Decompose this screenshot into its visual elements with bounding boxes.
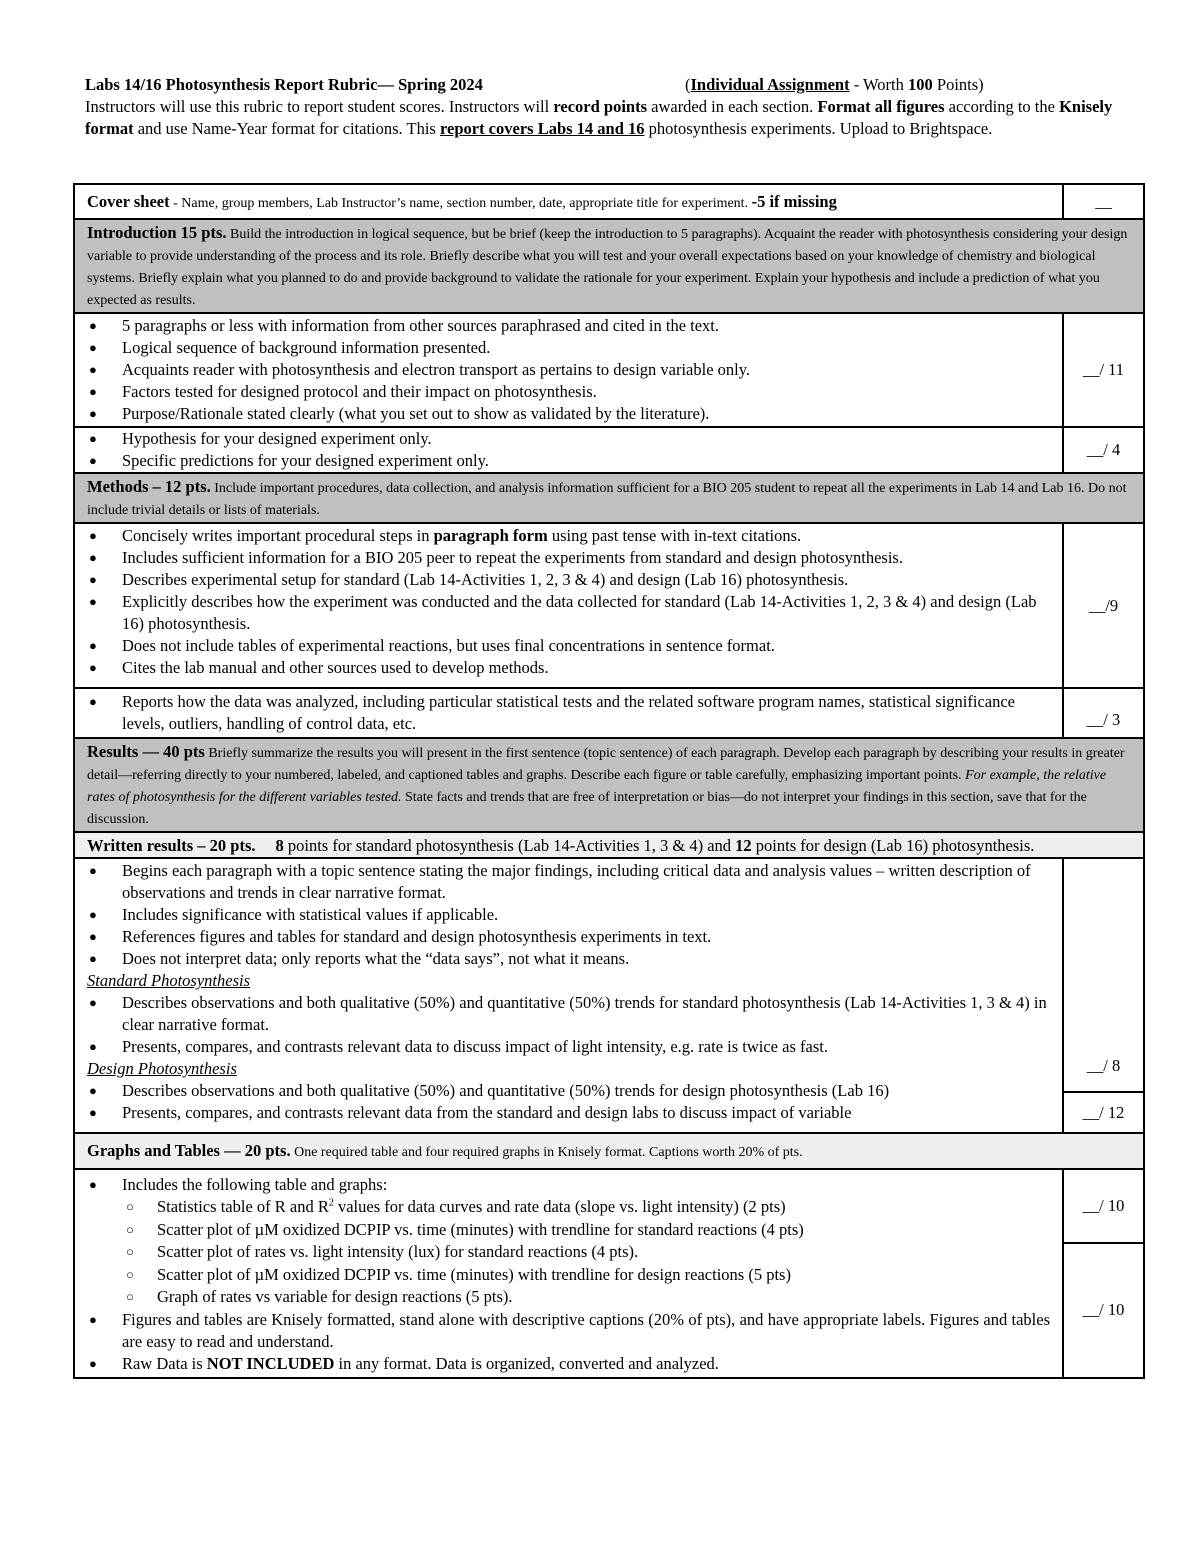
methods-description: Include important procedures, data collection, and analysis information sufficient for a BIO 205 student to repeat all the experiments in Lab 14 and Lab 16. Do not include trivial details or lists of materials. (87, 481, 1127, 518)
graphs-items-row (74, 1169, 1144, 1243)
design-heading: Design Photosynthesis (87, 1059, 237, 1078)
written-score-design[interactable]: __/ 12 (1063, 1092, 1144, 1133)
list-item: ● Presents, compares, and contrasts relevant data to discuss impact of light intensity, e.g. rate is twice as fast. (87, 1036, 1050, 1058)
graphs-score-a[interactable]: __/ 10 (1063, 1169, 1144, 1243)
list-item: ○ Scatter plot of µM oxidized DCPIP vs. time (minutes) with trendline for design reactions (5 pts) (122, 1264, 1050, 1287)
graphs-header-row (74, 1133, 1144, 1169)
written-design-list (87, 1080, 1050, 1124)
cover-label: Cover sheet (87, 192, 170, 211)
intro-criteria-list (87, 315, 1050, 425)
list-item: ● Factors tested for designed protocol and their impact on photosynthesis. (87, 381, 1050, 403)
cover-penalty: -5 if missing (751, 192, 837, 211)
methods-header-row (74, 473, 1144, 523)
intro-score-a[interactable]: __/ 11 (1063, 313, 1144, 427)
results-label: Results — 40 pts (87, 742, 205, 761)
intro-header-row (74, 219, 1144, 313)
standard-heading: Standard Photosynthesis (87, 971, 251, 990)
title-line (85, 74, 1125, 96)
list-item: ○ Statistics table of R and $R^2$ values for data curves and rate data (slope vs. light intensity) (2 pts) (122, 1196, 1050, 1219)
written-score-standard[interactable]: __/ 8 (1063, 858, 1144, 1092)
list-item: ● Includes sufficient information for a BIO 205 peer to repeat the experiments from standard and design photosynthesis. (87, 547, 1050, 569)
methods-items-a-row (74, 523, 1144, 688)
list-item: ● Includes the following table and graphs: ○ Statistics table of R and $R^2$ values for data curves and rate data (slope vs. light intensity) (2 pts) ○ Scatter plot of µM oxidized DCPIP vs. time (minutes) with trendline for standard reactions (4 pts) ○ Scatter plot of rates vs. light intensity (lux) for standard reactions (4 pts). ○ Scatter plot of µM oxidized DCPIP vs. time (minutes) with trendline for design reactions (5 pts) ○ Graph of rates vs variable for design reactions (5 pts). (87, 1174, 1050, 1309)
cover-text: - Name, group members, Lab Instructor’s name, section number, date, appropriate title for experiment. (169, 196, 752, 211)
methods-label: Methods – 12 pts. (87, 477, 211, 496)
graphs-label: Graphs and Tables — 20 pts. (87, 1141, 291, 1160)
intro-description: Build the introduction in logical sequence, but be brief (keep the introduction to 5 paragraphs). Acquaint the reader with photosynthesis considering your design variable to provide understanding of the process and its role. Briefly describe what you will test and your overall expectations based on your knowledge of chemistry and biological systems. Briefly explain what you planned to do and provide background to validate the rationale for your experiment. Explain your hypothesis and include a prediction of what you expected as results. (87, 227, 1128, 308)
list-item: ● Raw Data is NOT INCLUDED in any format. Data is organized, converted and analyzed. (87, 1353, 1050, 1375)
list-item: ● Includes significance with statistical values if applicable. (87, 904, 1050, 926)
methods-criteria-list-2 (87, 547, 1050, 679)
list-item: ● Hypothesis for your designed experiment only. (87, 428, 1050, 450)
list-item: ● Explicitly describes how the experiment was conducted and the data collected for standard (Lab 14-Activities 1, 2, 3 & 4) and design (Lab 16) photosynthesis. (87, 591, 1050, 635)
list-item: ● Logical sequence of background information presented. (87, 337, 1050, 359)
list-item: ○ Scatter plot of µM oxidized DCPIP vs. time (minutes) with trendline for standard reactions (4 pts) (122, 1219, 1050, 1242)
methods-criteria-list (87, 525, 1050, 547)
instructions: Instructors will use this rubric to report student scores. Instructors will record points awarded in each section. Format all figures according to the Knisely format and use Name-Year format for citations. This report covers Labs 14 and 16 photosynthesis experiments. Upload to Brightspace. (85, 97, 1113, 138)
methods-score-a[interactable]: __/9 (1063, 523, 1144, 688)
list-item: ● References figures and tables for standard and design photosynthesis experiments in text. (87, 926, 1050, 948)
written-general-list (87, 860, 1050, 970)
list-item: ● Presents, compares, and contrasts relevant data from the standard and design labs to discuss impact of variable (87, 1102, 1050, 1124)
list-item: ○ Scatter plot of rates vs. light intensity (lux) for standard reactions (4 pts). (122, 1241, 1050, 1264)
rubric-table (73, 183, 1145, 1379)
list-item: ● Acquaints reader with photosynthesis and electron transport as pertains to design variable only. (87, 359, 1050, 381)
list-item: ● Purpose/Rationale stated clearly (what you set out to show as validated by the literature). (87, 403, 1050, 425)
list-item: ● Does not interpret data; only reports what the “data says”, not what it means. (87, 948, 1050, 970)
rubric-header (85, 74, 1125, 140)
list-item: ○ Graph of rates vs variable for design reactions (5 pts). (122, 1286, 1050, 1309)
methods-score-b[interactable]: __/ 3 (1063, 688, 1144, 738)
graphs-score-b[interactable]: __/ 10 (1063, 1243, 1144, 1378)
total-points: 100 (908, 75, 933, 94)
methods-analysis-list (87, 691, 1050, 735)
written-label: Written results – 20 pts. (87, 836, 256, 855)
list-item: ● Figures and tables are Knisely formatted, stand alone with descriptive captions (20% of pts), and have appropriate labels. Figures and tables are easy to read and understand. (87, 1309, 1050, 1353)
graphs-criteria-list (87, 1174, 1050, 1375)
list-item: ● Begins each paragraph with a topic sentence stating the major findings, including critical data and analysis values – written description of observations and trends in clear narrative format. (87, 860, 1050, 904)
graphs-description: One required table and four required graphs in Knisely format. Captions worth 20% of pts. (290, 1145, 803, 1160)
list-item: ● Cites the lab manual and other sources used to develop methods. (87, 657, 1050, 679)
written-standard-list (87, 992, 1050, 1058)
list-item: ● Reports how the data was analyzed, including particular statistical tests and the related software program names, statistical significance levels, outliers, handling of control data, etc. (87, 691, 1050, 735)
intro-hypothesis-list (87, 428, 1050, 472)
list-item: ● Describes observations and both qualitative (50%) and quantitative (50%) trends for standard photosynthesis (Lab 14-Activities 1, 3 & 4) in clear narrative format. (87, 992, 1050, 1036)
graphs-sub-list (122, 1196, 1050, 1219)
methods-items-b-row (74, 688, 1144, 738)
list-item: ● 5 paragraphs or less with information from other sources paraphrased and cited in the text. (87, 315, 1050, 337)
page-title: Labs 14/16 Photosynthesis Report Rubric— Spring 2024 (85, 75, 483, 94)
assignment-info: (Individual Assignment - Worth 100 Points) (685, 75, 984, 94)
cover-row (74, 184, 1144, 219)
intro-label: Introduction 15 pts. (87, 223, 227, 242)
list-item: ● Describes observations and both qualitative (50%) and quantitative (50%) trends for design photosynthesis (Lab 16) (87, 1080, 1050, 1102)
list-item: ● Concisely writes important procedural steps in paragraph form using past tense with in-text citations. (87, 525, 1050, 547)
results-description: Briefly summarize the results you will present in the first sentence (topic sentence) of each paragraph. Develop each paragraph by describing your results in greater detail—referring directly to your numbered, labeled, and captioned tables and graphs. Describe each figure or table carefully, emphasizing important points. (87, 746, 1125, 783)
assignment-type: Individual Assignment (690, 75, 850, 94)
results-header-row: Results — 40 pts Briefly summarize the results you will present in the first sentence (topic sentence) of each paragraph. Develop each paragraph by describing your results in greater detail—referring directly to your numbered, labeled, and captioned tables and graphs. Describe each figure or table carefully, emphasizing important points. For example, the relative rates of photosynthesis for the different variables tested. State facts and trends that are free of interpretation or bias—do not interpret your findings in this section, save that for the discussion. (74, 738, 1144, 832)
written-standard-row (74, 858, 1144, 1092)
graphs-sub-list-2 (122, 1219, 1050, 1309)
intro-items-a-row (74, 313, 1144, 427)
written-header-row: Written results – 20 pts. 8 points for standard photosynthesis (Lab 14-Activities 1, 3 & 4) and 12 points for design (Lab 16) photosynthesis. (74, 832, 1144, 858)
list-item: ● Specific predictions for your designed experiment only. (87, 450, 1050, 472)
intro-items-b-row (74, 427, 1144, 473)
cover-score[interactable]: __ (1063, 184, 1144, 219)
intro-score-b[interactable]: __/ 4 (1063, 427, 1144, 473)
list-item: ● Describes experimental setup for standard (Lab 14-Activities 1, 2, 3 & 4) and design (Lab 16) photosynthesis. (87, 569, 1050, 591)
list-item: ● Does not include tables of experimental reactions, but uses final concentrations in sentence format. (87, 635, 1050, 657)
